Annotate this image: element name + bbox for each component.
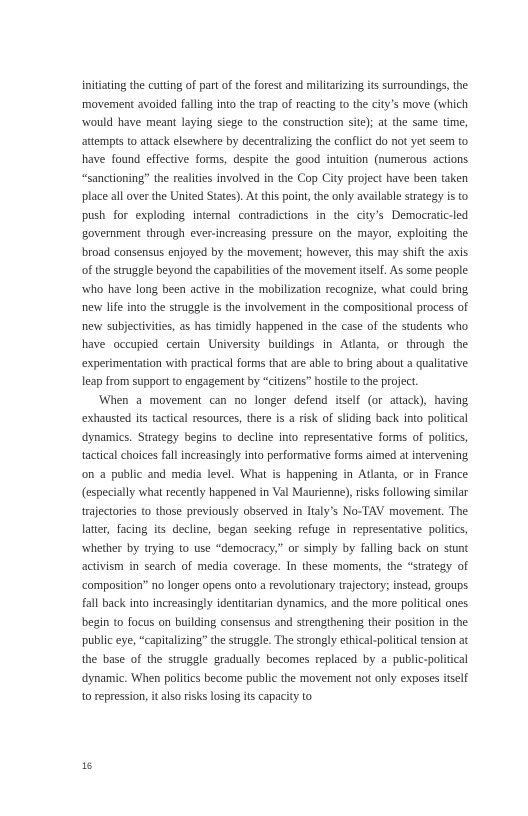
body-text [82, 76, 468, 706]
paragraph-continuation: initiating the cutting of part of the forest and militarizing its surroundings, the movement avoided falling into the trap of reacting to the city’s move (which would have meant laying siege to the construction site); at the same time, attempts to attack elsewhere by decentralizing the conflict do not yet seem to have found effective forms, despite the good intuition (numerous actions “sanctioning” the realities involved in the Cop City project have been taken place all over the United States). At this point, the only available strategy is to push for exploding internal contradictions in the city’s Democratic-led government through ever-increasing pressure on the mayor, exploiting the broad consensus enjoyed by the movement; however, this may shift the axis of the struggle beyond the capabilities of the movement itself. As some people who have long been active in the mobilization recognize, what could bring new life into the struggle is the involvement in the compositional process of new subjectivities, as has timidly happened in the case of the students who have occupied certain University buildings in Atlanta, or through the experimentation with practical forms that are able to bring about a qualitative leap from support to engagement by “citizens” hostile to the project. [82, 78, 468, 389]
paragraph: When a movement can no longer defend itself (or attack), having exhausted its tactical resources, there is a risk of sliding back into political dynamics. Strategy begins to decline into representative forms of politics, tactical choices fall increasingly into performative forms aimed at intervening on a public and media level. What is happening in Atlanta, or in France (especially what recently happened in Val Maurienne), risks following similar trajectories to those previously observed in Italy’s No-TAV movement. The latter, facing its decline, began seeking refuge in representative politics, whether by trying to use “democracy,” or simply by falling back on stunt activism in search of media coverage. In these moments, the “strategy of composition” no longer opens onto a revolutionary trajectory; instead, groups fall back into increasingly identitarian dynamics, and the more political ones begin to focus on building consensus and strengthening their position in the public eye, “capitalizing” the struggle. The strongly ethical-political tension at the base of the struggle gradually becomes replaced by a public-political dynamic. When politics become public the movement not only exposes itself to repression, it also risks losing its capacity to [82, 392, 468, 704]
page-number: 16 [82, 761, 93, 771]
